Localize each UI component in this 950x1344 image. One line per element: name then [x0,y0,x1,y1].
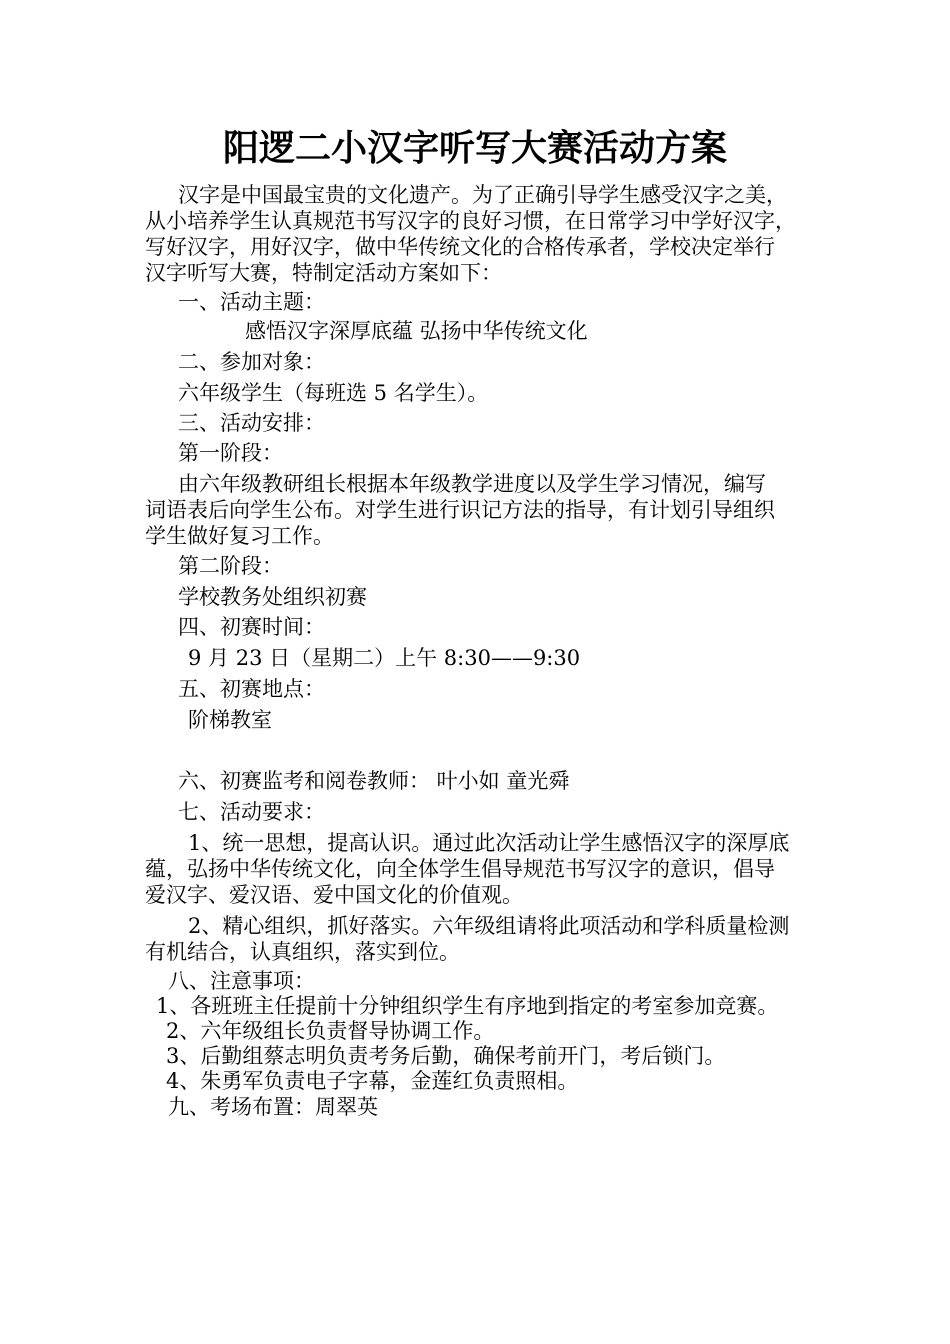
note-1: 1、各班班主任提前十分钟组织学生有序地到指定的考室参加竞赛。 [156,994,779,1018]
section-6-line: 六、初赛监考和阅卷教师： 叶小如 童光舜 [178,769,570,793]
stage-1-heading: 第一阶段： [178,441,283,465]
intro-line-3: 写好汉字，用好汉字，做中华传统文化的合格传承者，学校决定举行 [145,235,775,259]
section-4-heading: 四、初赛时间： [178,615,325,639]
note-2: 2、六年级组长负责督导协调工作。 [166,1019,495,1043]
document-title: 阳逻二小汉字听写大赛活动方案 [222,127,727,169]
preliminary-time: 9 月 23 日（星期二）上午 8:30——9:30 [188,646,581,670]
section-5-heading: 五、初赛地点： [178,677,325,701]
requirement-1-line-2: 蕴，弘扬中华传统文化，向全体学生倡导规范书写汉字的意识，倡导 [145,857,775,881]
section-2-heading: 二、参加对象： [178,350,325,374]
stage-2-heading: 第二阶段： [178,554,283,578]
stage-2-body: 学校教务处组织初赛 [178,585,367,609]
requirement-1-line-3: 爱汉字、爱汉语、爱中国文化的价值观。 [145,883,523,907]
stage-1-line-1: 由六年级教研组长根据本年级教学进度以及学生学习情况，编写 [178,472,766,496]
note-4: 4、朱勇军负责电子字幕，金莲红负责照相。 [166,1069,579,1093]
requirement-2-line-2: 有机结合，认真组织，落实到位。 [145,940,460,964]
requirement-1-line-1: 1、统一思想，提高认识。通过此次活动让学生感悟汉字的深厚底 [188,831,790,855]
section-8-heading: 八、注意事项： [168,969,315,993]
intro-line-2: 从小培养学生认真规范书写汉字的良好习惯，在日常学习中学好汉字， [145,209,796,233]
note-3: 3、后勤组蔡志明负责考务后勤，确保考前开门，考后锁门。 [166,1044,726,1068]
stage-1-line-2: 词语表后向学生公布。对学生进行识记方法的指导，有计划引导组织 [145,498,775,522]
section-3-heading: 三、活动安排： [178,411,325,435]
section-7-heading: 七、活动要求： [178,800,325,824]
activity-theme: 感悟汉字深厚底蕴 弘扬中华传统文化 [245,319,588,343]
preliminary-location: 阶梯教室 [188,708,272,732]
intro-line-1: 汉字是中国最宝贵的文化遗产。为了正确引导学生感受汉字之美， [178,183,787,207]
intro-line-4: 汉字听写大赛，特制定活动方案如下： [145,261,502,285]
requirement-2-line-1: 2、精心组织，抓好落实。六年级组请将此项活动和学科质量检测 [188,914,790,938]
section-1-heading: 一、活动主题： [178,290,325,314]
section-9-line: 九、考场布置：周翠英 [168,1095,378,1119]
participants: 六年级学生（每班选 5 名学生）。 [178,381,489,405]
stage-1-line-3: 学生做好复习工作。 [145,524,334,548]
